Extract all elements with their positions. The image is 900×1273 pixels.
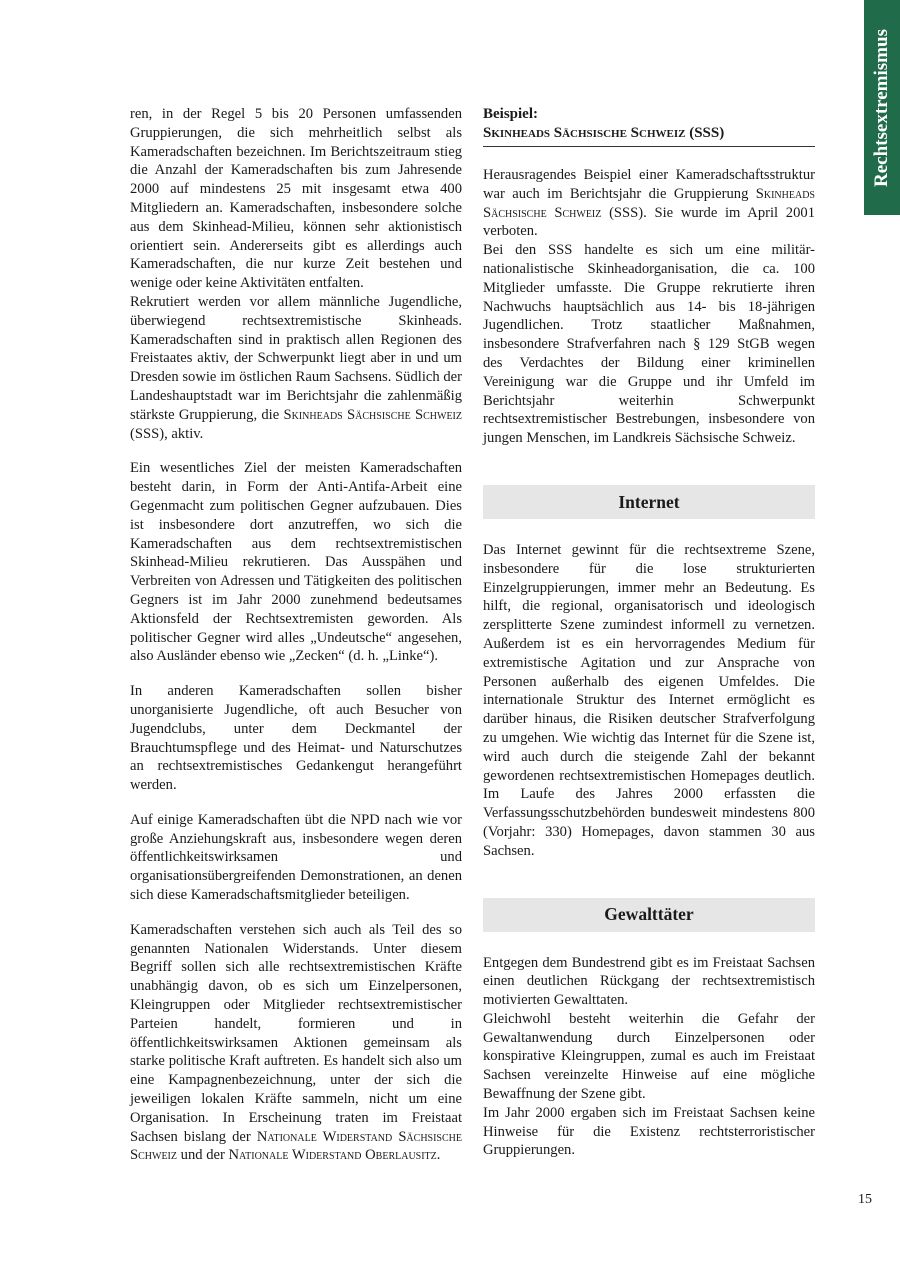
example-label: Beispiel: bbox=[483, 106, 538, 122]
left-column bbox=[130, 105, 462, 1165]
organization-name: Skinheads Sächsische Schweiz bbox=[483, 185, 815, 221]
paragraph: Ein wesentliches Ziel der meisten Kameradschaften besteht darin, in Form der Anti-Antifa-Arbeit eine Gegenmacht zum politischen Gegner aufzubauen. Dies ist insbesondere dort anzutreffen, wo sich die Kameradschaften aus dem rechtsextremistischen Skinhead-Milieu rekrutieren. Das Ausspähen und Verbreiten von Adressen und Tätigkeiten des politischen Gegners ist im Jahr 2000 zunehmend bedeutsames Aktionsfeld der Rechtsextremisten geworden. Als politischer Gegner wird alles „Undeutsche“ angesehen, also Ausländer ebenso wie „Zecken“ (d. h. „Linke“). bbox=[130, 460, 462, 665]
section-heading-internet: Internet bbox=[483, 485, 815, 519]
paragraph: Herausragendes Beispiel einer Kameradschaftsstruktur war auch im Berichtsjahr die Gruppierung Skinheads Sächsische Schweiz (SSS). Sie wurde im April 2001 verboten. bbox=[483, 167, 815, 240]
side-tab-label: Rechtsextremismus bbox=[871, 28, 893, 187]
example-subtitle: Skinheads Sächsische Schweiz (SSS) bbox=[483, 125, 725, 141]
section-heading-gewalttaeter: Gewalttäter bbox=[483, 898, 815, 932]
paragraph: In anderen Kameradschaften sollen bisher unorganisierte Jugendliche, oft auch Besucher von Jugendclubs, unter dem Deckmantel der Brauchtumspflege und des Heimat- und Naturschutzes an rechtsextremistisches Gedankengut herangeführt werden. bbox=[130, 683, 462, 794]
section-side-tab bbox=[864, 0, 900, 215]
example-heading bbox=[483, 105, 815, 143]
paragraph: Auf einige Kameradschaften übt die NPD nach wie vor große Anziehungskraft aus, insbesondere wegen deren öffentlichkeitswirksamen und organisationsübergreifenden Demonstrationen, an denen sich diese Kameradschaftsmitglieder beteiligen. bbox=[130, 811, 462, 904]
page-number: 15 bbox=[858, 1192, 872, 1207]
organization-name: Nationale Widerstand Sächsische Schweiz bbox=[130, 1128, 462, 1164]
paragraph: Das Internet gewinnt für die rechtsextreme Szene, insbesondere für die lose strukturierten Einzelgruppierungen, immer mehr an Bedeutung. Es hilft, die regional, organisatorisch und ideologisch zersplitterte Szene zumindest informell zu vernetzen. Außerdem ist es ein hervorragendes Medium für extremistische Agitation und zur Ansprache von Personen außerhalb des eigenen Umfeldes. Die internationale Struktur des Internet ermöglicht es darüber hinaus, die Risiken deutscher Strafverfolgung zu umgehen. Wie wichtig das Internet für die Szene ist, wird auch durch die steigende Zahl der bekannt gewordenen rechtsextremistischen Homepages deutlich. Im Laufe des Jahres 2000 erfassten die Verfassungsschutzbehörden bundesweit mindestens 800 (Vorjahr: 330) Homepages, davon stammen 30 aus Sachsen. bbox=[483, 541, 815, 859]
paragraph: Kameradschaften verstehen sich auch als Teil des so genannten Nationalen Widerstands. Unter diesem Begriff sollen sich alle rechtsextremistischen Kräfte unabhängig davon, ob es sich um Einzelpersonen, Kleingruppen oder Mitglieder rechtsextremistischer Parteien handelt, formieren und in öffentlichkeitswirksamen Aktionen gemeinsam als starke politische Kraft auftreten. Es handelt sich also um eine Kampagnenbezeichnung, unter der sich die jeweiligen lokalen Kräfte sammeln, nicht um eine Organisation. In Erscheinung traten im Freistaat Sachsen bislang der Nationale Widerstand Sächsische Schweiz und der Nationale Widerstand Oberlausitz. bbox=[130, 921, 462, 1164]
paragraph: ren, in der Regel 5 bis 20 Personen umfassenden Gruppierungen, die sich mehrheitlich selbst als Kameradschaften bezeichnen. Im Berichtszeitraum stieg die Anzahl der Kameradschaften bis zum Jahresende 2000 auf mindestens 25 mit insgesamt etwa 400 Mitgliedern an. Kameradschaften, insbesondere solche aus dem Skinhead-Milieu, können sehr aktionistisch orientiert sein. Andererseits gibt es allerdings auch Kameradschaften, die nur kurze Zeit bestehen und wenige oder keine Aktivitäten entfalten. bbox=[130, 106, 462, 292]
organization-name: Nationale Widerstand Oberlausitz bbox=[228, 1147, 437, 1164]
right-column bbox=[483, 105, 815, 1160]
paragraph: Im Jahr 2000 ergaben sich im Freistaat Sachsen keine Hinweise für die Existenz rechtsterroristischer Gruppierungen. bbox=[483, 1104, 815, 1159]
paragraph: Bei den SSS handelte es sich um eine militär-nationalistische Skinheadorganisation, die ca. 100 Mitglieder umfasste. Die Gruppe rekrutierte ihren Nachwuchs hauptsächlich aus 14- bis 18-jährigen Jugendlichen. Trotz staatlicher Maßnahmen, insbesondere Strafverfahren nach § 129 StGB wegen des Verdachtes der Bildung einer kriminellen Vereinigung war die Gruppe und ihr Umfeld im Berichtsjahr weiterhin Schwerpunkt rechtsextremistischer Bestrebungen, insbesondere von jungen Menschen, im Landkreis Sächsische Schweiz. bbox=[483, 242, 815, 447]
organization-name: Skinheads Sächsische Schweiz bbox=[283, 406, 463, 423]
paragraph: Rekrutiert werden vor allem männliche Jugendliche, überwiegend rechtsextremistische Skinheads. Kameradschaften sind in praktisch allen Regionen des Freistaates aktiv, der Schwerpunkt liegt aber in und um Dresden sowie im östlichen Raum Sachsens. Südlich der Landeshauptstadt war im Berichtsjahr die zahlenmäßig stärkste Gruppierung, die Skinheads Sächsische Schweiz (SSS), aktiv. bbox=[130, 293, 463, 442]
paragraph: Entgegen dem Bundestrend gibt es im Freistaat Sachsen einen deutlichen Rückgang der rechtsextremistisch motivierten Gewalttaten. bbox=[483, 954, 815, 1009]
paragraph: Gleichwohl besteht weiterhin die Gefahr der Gewaltanwendung durch Einzelpersonen oder konspirative Kleingruppen, zumal es auch im Freistaat Sachsen vereinzelte Hinweise auf eine mögliche Bewaffnung der Szene gibt. bbox=[483, 1010, 815, 1103]
divider bbox=[483, 146, 815, 147]
